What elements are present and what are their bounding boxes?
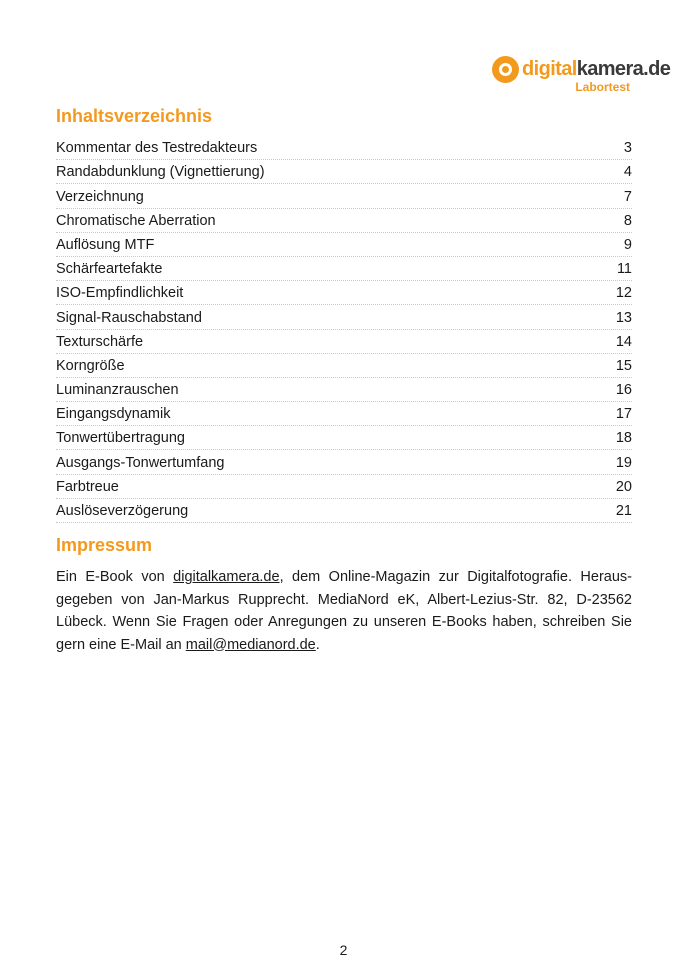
toc-entry-page: 19: [615, 454, 632, 471]
toc-entry-page: 14: [615, 333, 632, 350]
toc-entry-title: Eingangsdynamik: [56, 406, 171, 423]
toc-entry-title: Auslöseverzögerung: [56, 503, 189, 519]
toc-entry-title: Texturschärfe: [56, 333, 144, 350]
logo-wordmark: [522, 57, 670, 81]
impressum-text-start: Ein E-Book von: [56, 569, 174, 585]
toc-entry[interactable]: [56, 354, 632, 378]
toc-entry-page: 21: [615, 503, 632, 519]
toc-entry[interactable]: [56, 499, 632, 523]
toc-entry-title: Verzeichnung: [56, 188, 144, 205]
toc-entry-title: Kommentar des Testredakteurs: [56, 140, 258, 157]
toc-entry-title: Chromatische Aberration: [56, 212, 216, 229]
impressum-heading: Impressum: [56, 535, 153, 555]
toc-entry[interactable]: [56, 209, 632, 233]
toc-entry[interactable]: [56, 426, 632, 450]
website-link[interactable]: digitalkamera.de: [173, 569, 280, 585]
toc-entry[interactable]: [56, 160, 632, 184]
toc-entry-title: Auflösung MTF: [56, 236, 155, 253]
toc-entry[interactable]: [56, 378, 632, 402]
toc-entry-title: Randabdunklung (Vignettierung): [56, 164, 265, 181]
toc-entry-title: Ausgangs-Tonwertumfang: [56, 454, 225, 471]
impressum-text: [56, 566, 632, 656]
toc-entry-page: 9: [623, 236, 632, 253]
toc-entry-title: Tonwertübertragung: [56, 430, 185, 447]
toc-entry-page: 13: [615, 309, 632, 326]
toc-entry-page: 18: [615, 430, 632, 447]
page-number: 2: [339, 942, 348, 958]
toc-entry-page: 7: [623, 188, 632, 205]
logo-subtitle: Labortest: [575, 80, 630, 94]
toc-entry[interactable]: [56, 184, 632, 208]
toc-entry-page: 3: [623, 140, 632, 157]
email-link[interactable]: mail@medianord.de: [185, 636, 316, 653]
impressum-text-end: .: [315, 636, 320, 653]
toc-entry-title: Luminanzrauschen: [56, 382, 179, 399]
toc-entry[interactable]: [56, 450, 632, 474]
toc-entry-page: 16: [615, 382, 632, 399]
toc-entry-title: ISO-Empfindlichkeit: [56, 285, 184, 302]
toc-entry-title: Farbtreue: [56, 478, 119, 495]
toc-entry-title: Korngröße: [56, 357, 125, 374]
toc-entry[interactable]: [56, 136, 632, 160]
toc-entry[interactable]: [56, 257, 632, 281]
toc-entry[interactable]: [56, 330, 632, 354]
toc-entry[interactable]: [56, 402, 632, 426]
toc-entry-page: 8: [623, 212, 632, 229]
lens-logo-icon: [492, 56, 519, 83]
toc-entry[interactable]: [56, 281, 632, 305]
toc-entry-page: 20: [615, 478, 632, 495]
brand-logo: [492, 56, 671, 96]
toc-entry-page: 12: [615, 285, 632, 302]
toc-entry-title: Signal-Rauschabstand: [56, 309, 202, 326]
toc-entry-page: 17: [615, 406, 632, 423]
toc-entry[interactable]: [56, 305, 632, 329]
toc-entry[interactable]: [56, 475, 632, 499]
toc-entry-page: 11: [616, 261, 632, 278]
table-of-contents: [56, 136, 632, 523]
toc-entry-title: Schärfeartefakte: [56, 261, 163, 278]
logo-part-digital: digital: [522, 58, 577, 80]
impressum-text-middle: , dem Online-Magazin zur Digitalfotografie. Herausgegeben von Jan-Markus Rupprecht. MediaNord eK, Albert-Lezius-Str. 82, D-23562 Lübeck. Wenn Sie Fragen oder Anregungen zu unseren E-Books haben, schreiben Sie gern eine E-Mail an: [56, 569, 632, 653]
toc-heading: Inhaltsverzeichnis: [56, 106, 213, 126]
logo-part-kamera: kamera.de: [576, 58, 671, 80]
toc-entry[interactable]: [56, 233, 632, 257]
toc-entry-page: 4: [623, 164, 632, 181]
toc-entry-page: 15: [615, 357, 632, 374]
